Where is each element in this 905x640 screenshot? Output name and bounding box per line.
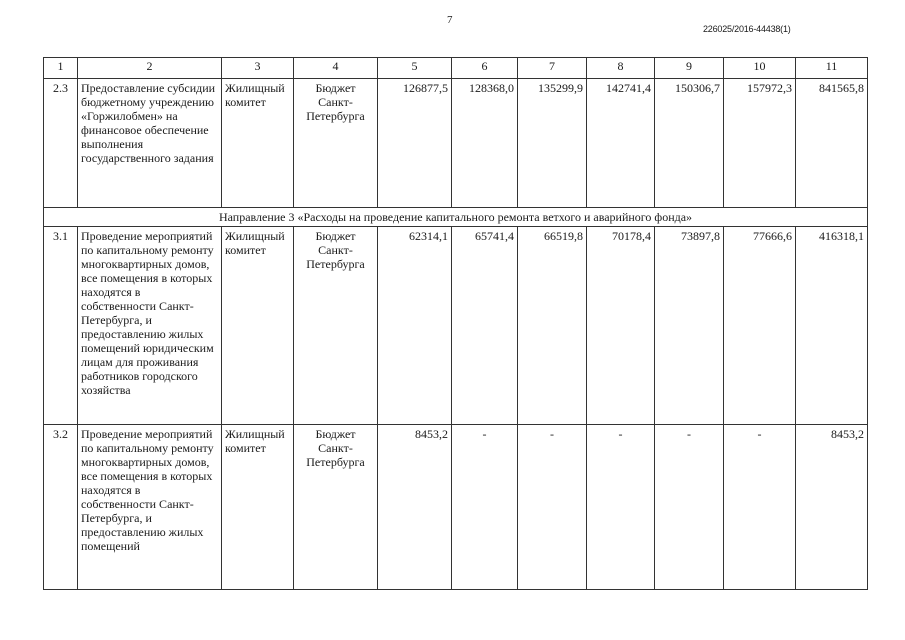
executor-cell: Жилищный комитет: [222, 79, 294, 208]
column-number: 6: [452, 58, 518, 79]
column-number: 5: [378, 58, 452, 79]
value-cell: 66519,8: [518, 227, 587, 425]
column-number: 4: [294, 58, 378, 79]
value-cell: 70178,4: [587, 227, 655, 425]
row-number: 3.1: [44, 227, 78, 425]
activity-name: Проведение мероприятий по капитальному ремонту многоквартирных домов, все помещения в которых находятся в собственности Санкт-Петербурга, и предоставлению жилых помещений: [78, 425, 222, 590]
section-heading: Направление 3 «Расходы на проведение капитального ремонта ветхого и аварийного фонда»: [44, 208, 868, 227]
column-number: 10: [724, 58, 796, 79]
column-number: 8: [587, 58, 655, 79]
value-cell: -: [518, 425, 587, 590]
value-cell: 8453,2: [378, 425, 452, 590]
row-number: 2.3: [44, 79, 78, 208]
column-number-row: [44, 58, 868, 79]
value-cell: 150306,7: [655, 79, 724, 208]
activity-name: Проведение мероприятий по капитальному ремонту многоквартирных домов, все помещения в которых находятся в собственности Санкт-Петербурга, и предоставлению жилых помещений юридическим лицам для проживания работников городского хозяйства: [78, 227, 222, 425]
funding-source: Бюджет Санкт-Петербурга: [294, 227, 378, 425]
value-cell: 77666,6: [724, 227, 796, 425]
document-id: 226025/2016-44438(1): [703, 24, 791, 34]
value-cell: -: [587, 425, 655, 590]
value-cell: 73897,8: [655, 227, 724, 425]
value-cell: 65741,4: [452, 227, 518, 425]
total-cell: 8453,2: [796, 425, 868, 590]
column-number: 7: [518, 58, 587, 79]
value-cell: 135299,9: [518, 79, 587, 208]
table-row: [44, 227, 868, 425]
table-row: [44, 425, 868, 590]
activity-name: Предоставление субсидии бюджетному учреждению «Горжилобмен» на финансовое обеспечение выполнения государственного задания: [78, 79, 222, 208]
value-cell: 142741,4: [587, 79, 655, 208]
budget-table: [43, 57, 868, 590]
total-cell: 841565,8: [796, 79, 868, 208]
value-cell: 128368,0: [452, 79, 518, 208]
page-number: 7: [447, 14, 453, 26]
table-row: [44, 79, 868, 208]
funding-source: Бюджет Санкт-Петербурга: [294, 425, 378, 590]
section-row: [44, 208, 868, 227]
column-number: 3: [222, 58, 294, 79]
executor-cell: Жилищный комитет: [222, 425, 294, 590]
value-cell: -: [452, 425, 518, 590]
funding-source: Бюджет Санкт-Петербурга: [294, 79, 378, 208]
value-cell: -: [724, 425, 796, 590]
executor-cell: Жилищный комитет: [222, 227, 294, 425]
value-cell: 62314,1: [378, 227, 452, 425]
total-cell: 416318,1: [796, 227, 868, 425]
column-number: 11: [796, 58, 868, 79]
column-number: 2: [78, 58, 222, 79]
row-number: 3.2: [44, 425, 78, 590]
column-number: 1: [44, 58, 78, 79]
value-cell: 126877,5: [378, 79, 452, 208]
value-cell: -: [655, 425, 724, 590]
column-number: 9: [655, 58, 724, 79]
value-cell: 157972,3: [724, 79, 796, 208]
